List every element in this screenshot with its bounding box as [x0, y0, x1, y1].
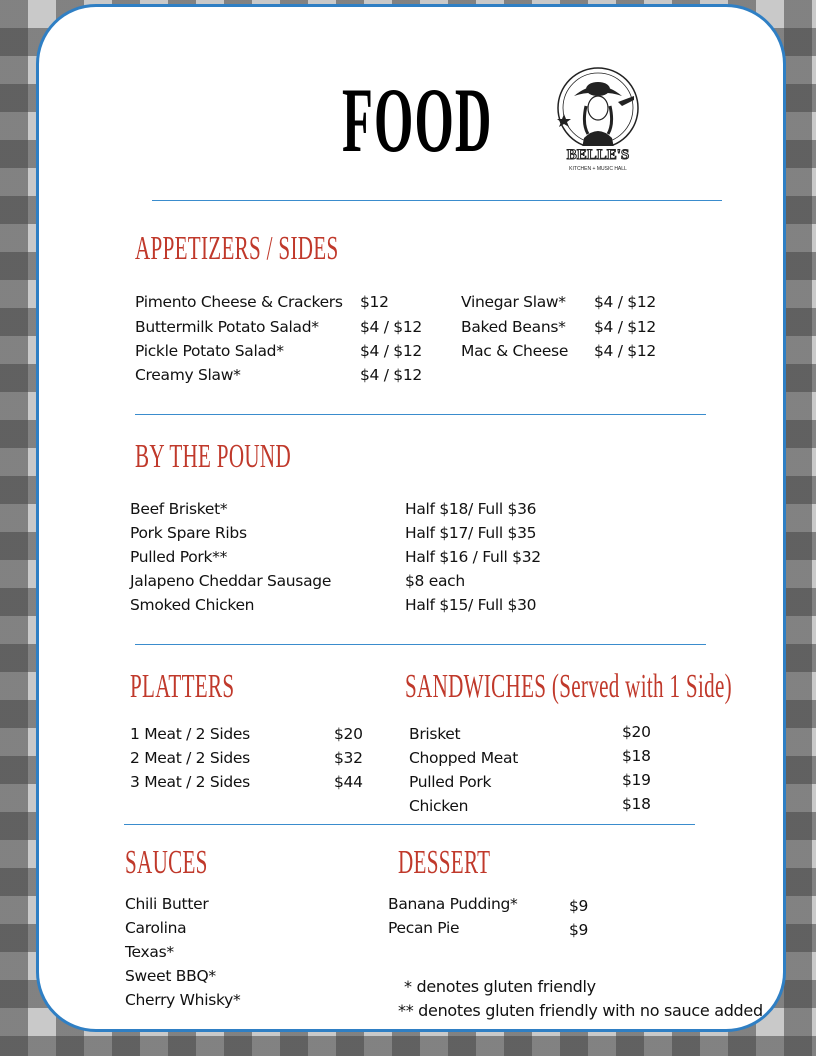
list-item: Chili Butter [125, 895, 209, 913]
section-heading-sandwiches: SANDWICHES (Served with 1 Side) [405, 668, 732, 705]
divider-appetizers [135, 414, 706, 415]
cowgirl-logo-icon [548, 62, 648, 178]
menu-item-price: $9 [569, 897, 589, 915]
menu-item-name: Beef Brisket* [130, 500, 228, 518]
menu-item-name: Baked Beans* [461, 318, 566, 336]
menu-item-name: Chopped Meat [409, 749, 518, 767]
menu-item-price: $4 / $12 [360, 342, 422, 360]
menu-item-name: Buttermilk Potato Salad* [135, 318, 319, 336]
menu-item-price: Half $17/ Full $35 [405, 524, 537, 542]
footnote: ** denotes gluten friendly with no sauce added [398, 1001, 763, 1020]
menu-item-price: $4 / $12 [594, 342, 656, 360]
menu-item-price: $44 [334, 773, 363, 791]
menu-item-price: $32 [334, 749, 363, 767]
menu-item-price: $8 each [405, 572, 465, 590]
menu-item-price: $9 [569, 921, 589, 939]
menu-item-name: Pulled Pork** [130, 548, 228, 566]
menu-item-price: $20 [334, 725, 363, 743]
list-item: Cherry Whisky* [125, 991, 241, 1009]
menu-item-price: $4 / $12 [360, 366, 422, 384]
menu-item-price: Half $16 / Full $32 [405, 548, 541, 566]
menu-item-name: Jalapeno Cheddar Sausage [130, 572, 332, 590]
menu-item-price: $18 [622, 747, 651, 765]
menu-item-name: Smoked Chicken [130, 596, 255, 614]
section-heading-appetizers: APPETIZERS / SIDES [135, 230, 339, 267]
menu-item-name: Pimento Cheese & Crackers [135, 293, 343, 311]
menu-item-name: Pulled Pork [409, 773, 492, 791]
section-heading-by-the-pound: BY THE POUND [135, 438, 291, 475]
menu-item-price: $19 [622, 771, 651, 789]
divider-title [152, 200, 722, 201]
menu-item-price: $4 / $12 [594, 318, 656, 336]
list-item: Carolina [125, 919, 187, 937]
section-heading-sauces: SAUCES [125, 844, 208, 881]
section-heading-platters: PLATTERS [130, 668, 235, 705]
menu-item-name: 2 Meat / 2 Sides [130, 749, 250, 767]
menu-item-name: Brisket [409, 725, 461, 743]
menu-item-name: Vinegar Slaw* [461, 293, 566, 311]
logo-tagline: KITCHEN + MUSIC HALL [569, 166, 627, 172]
menu-item-price: $20 [622, 723, 651, 741]
page-title: FOOD [342, 69, 493, 171]
menu-item-name: Creamy Slaw* [135, 366, 241, 384]
menu-item-price: Half $15/ Full $30 [405, 596, 537, 614]
menu-item-price: $4 / $12 [360, 318, 422, 336]
menu-item-name: Pork Spare Ribs [130, 524, 247, 542]
list-item: Sweet BBQ* [125, 967, 216, 985]
divider-by-the-pound [135, 644, 706, 645]
menu-item-name: Mac & Cheese [461, 342, 569, 360]
divider-platters [124, 824, 695, 825]
menu-item-name: 1 Meat / 2 Sides [130, 725, 250, 743]
menu-item-name: 3 Meat / 2 Sides [130, 773, 250, 791]
menu-item-price: $4 / $12 [594, 293, 656, 311]
menu-item-name: Pickle Potato Salad* [135, 342, 284, 360]
menu-item-price: $12 [360, 293, 389, 311]
menu-item-name: Chicken [409, 797, 469, 815]
logo-name: BELLE'S [566, 147, 630, 163]
menu-item-price: $18 [622, 795, 651, 813]
menu-item-name: Pecan Pie [388, 919, 460, 937]
menu-item-price: Half $18/ Full $36 [405, 500, 537, 518]
menu-item-name: Banana Pudding* [388, 895, 518, 913]
section-heading-dessert: DESSERT [398, 844, 491, 881]
footnote: * denotes gluten friendly [404, 977, 596, 996]
list-item: Texas* [125, 943, 174, 961]
